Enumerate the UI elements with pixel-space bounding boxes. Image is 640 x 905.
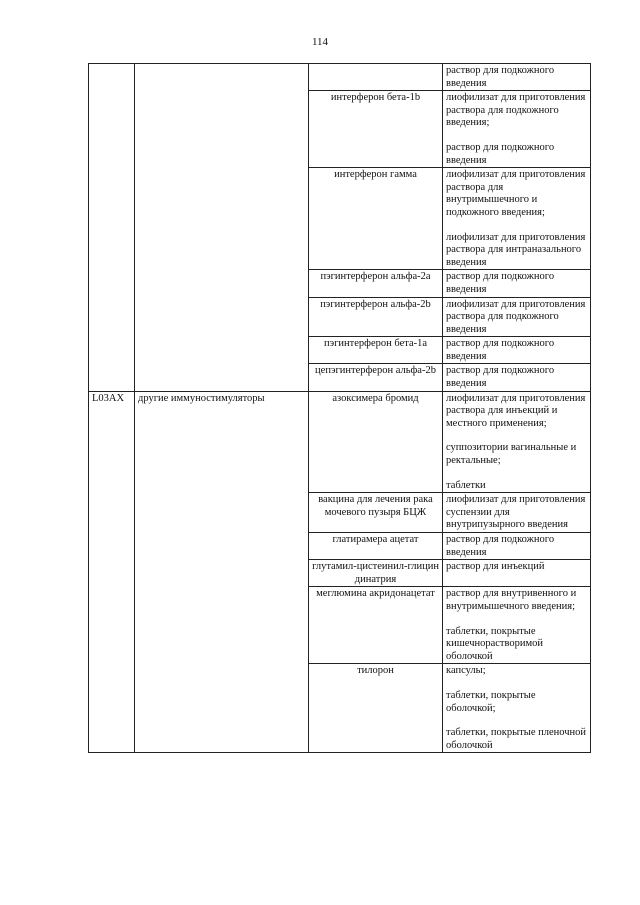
dosage-form-cell: [443, 297, 591, 337]
dosage-form-cell: [443, 91, 591, 168]
drug-name-cell: [309, 64, 443, 91]
dosage-form-cell: [443, 64, 591, 91]
drug-name-cell: глатирамера ацетат: [309, 533, 443, 560]
drug-name-cell: цепэгинтерферон альфа-2b: [309, 364, 443, 391]
drug-name-cell: интерферон гамма: [309, 168, 443, 270]
dosage-form-cell: [443, 664, 591, 753]
dosage-form-text: лиофилизат для приготовления раствора для подкожного введения: [446, 298, 586, 335]
dosage-form-cell: [443, 493, 591, 533]
drug-name-cell: пэгинтерферон бета-1a: [309, 337, 443, 364]
dosage-form-cell: [443, 587, 591, 664]
atc-code-cell: L03AX: [89, 391, 135, 753]
dosage-form-cell: [443, 560, 591, 587]
dosage-form-text: лиофилизат для приготовления раствора для интраназального введения: [446, 231, 586, 268]
dosage-form-text: раствор для подкожного введения: [446, 141, 555, 166]
dosage-form-cell: [443, 364, 591, 391]
drug-name-cell: пэгинтерферон альфа-2a: [309, 270, 443, 297]
dosage-form-cell: [443, 168, 591, 270]
drug-name-cell: азоксимера бромид: [309, 391, 443, 493]
dosage-form-cell: [443, 533, 591, 560]
group-name-cell: [135, 64, 309, 392]
table-row: [89, 64, 591, 91]
dosage-form-text: лиофилизат для приготовления раствора для подкожного введения;: [446, 92, 586, 129]
drug-table: [88, 63, 591, 753]
drug-name-cell: вакцина для лечения рака мочевого пузыря БЦЖ: [309, 493, 443, 533]
dosage-form-text: таблетки, покрытые пленочной оболочкой: [446, 727, 587, 751]
drug-name-cell: интерферон бета-1b: [309, 91, 443, 168]
dosage-form-text: раствор для подкожного введения: [446, 338, 555, 362]
group-name-cell: другие иммуностимуляторы: [135, 391, 309, 753]
drug-name-cell: меглюмина акридонацетат: [309, 587, 443, 664]
table-row: [89, 391, 591, 493]
atc-code-cell: [89, 64, 135, 392]
dosage-form-text: раствор для подкожного введения: [446, 65, 555, 89]
dosage-form-text: раствор для подкожного введения: [446, 271, 555, 295]
drug-name-cell: пэгинтерферон альфа-2b: [309, 297, 443, 337]
dosage-form-text: лиофилизат для приготовления раствора для инъекций и местного применения;: [446, 392, 586, 429]
dosage-form-text: раствор для инъекций: [446, 561, 545, 573]
page-number: 114: [311, 36, 329, 48]
dosage-form-text: таблетки: [446, 479, 486, 491]
dosage-form-cell: [443, 337, 591, 364]
dosage-form-text: лиофилизат для приготовления раствора для внутримышечного и подкожного введения;: [446, 169, 586, 218]
drug-name-cell: глутамил-цистеинил-глицин динатрия: [309, 560, 443, 587]
dosage-form-text: раствор для подкожного введения: [446, 534, 555, 558]
dosage-form-cell: [443, 270, 591, 297]
dosage-form-text: суппозитории вагинальные и ректальные;: [446, 442, 577, 467]
dosage-form-text: раствор для подкожного введения: [446, 365, 555, 390]
dosage-form-text: лиофилизат для приготовления суспензии для внутрипузырного введения: [446, 494, 586, 531]
drug-name-cell: тилорон: [309, 664, 443, 753]
dosage-form-cell: [443, 391, 591, 493]
dosage-form-text: таблетки, покрытые оболочкой;: [446, 689, 536, 714]
dosage-form-text: капсулы;: [446, 665, 486, 677]
dosage-form-text: таблетки, покрытые кишечнорастворимой оболочкой: [446, 625, 544, 662]
dosage-form-text: раствор для внутривенного и внутримышечного введения;: [446, 588, 577, 612]
